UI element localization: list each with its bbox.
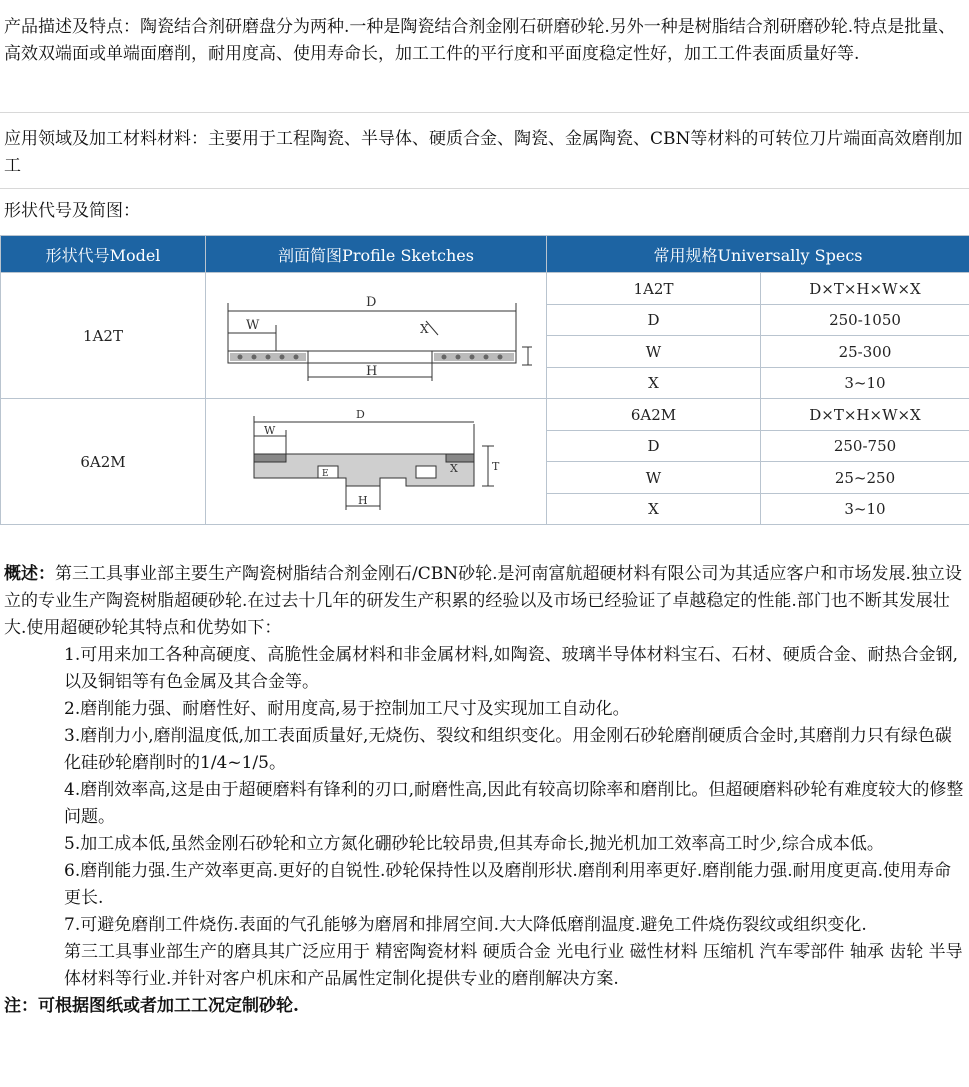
header-specs: 常用规格Universally Specs (547, 236, 969, 273)
spec-name-cell: D (547, 431, 761, 462)
header-sketch: 剖面简图Profile Sketches (206, 236, 547, 273)
list-item: 5.加工成本低,虽然金刚石砂轮和立方氮化硼砂轮比较昂贵,但其寿命长,抛光机加工效率高工时少,综合成本低。 (64, 834, 884, 854)
model-cell: 6A2M (1, 399, 206, 525)
header-model: 形状代号Model (1, 236, 206, 273)
overview-intro (0, 561, 969, 642)
sketch-cell (206, 273, 547, 399)
dim-x-label: X (420, 321, 429, 336)
spec-table (0, 235, 969, 525)
spec-name-cell: W (547, 462, 761, 494)
spec-name-cell: W (547, 336, 761, 368)
spec-value-cell: D×T×H×W×X (761, 273, 969, 305)
table-row (1, 273, 969, 305)
table-header-row (1, 236, 969, 273)
description-paragraph: 产品描述及特点：陶瓷结合剂研磨盘分为两种.一种是陶瓷结合剂金刚石研磨砂轮.另外一种是树脂结合剂研磨砂轮.特点是批量、高效双端面或单端面磨削，耐用度高、使用寿命长，加工工件的平行度和平面度稳定性好，加工工件表面质量好等. (4, 17, 956, 64)
spec-value-cell: 25~250 (761, 462, 969, 494)
dim-d-label: D (356, 407, 365, 421)
list-item: 3.磨削力小,磨削温度低,加工表面质量好,无烧伤、裂纹和组织变化。用金刚石砂轮磨削硬质合金时,其磨削力只有绿色碳化硅砂轮磨削时的1/4~1/5。 (64, 726, 952, 773)
sketch-cell (206, 399, 547, 525)
spec-name-cell: X (547, 368, 761, 399)
profile-sketch-1a2t (216, 281, 536, 391)
dim-d-label: D (366, 294, 377, 310)
spec-value-cell: D×T×H×W×X (761, 399, 969, 431)
spec-name-cell: 1A2T (547, 273, 761, 305)
profile-sketch-6a2m (246, 406, 506, 518)
spec-value-cell: 250-750 (761, 431, 969, 462)
note-text: 注：可根据图纸或者加工工况定制砂轮. (4, 996, 299, 1016)
spec-value-cell: 3~10 (761, 368, 969, 399)
list-item: 1.可用来加工各种高硬度、高脆性金属材料和非金属材料,如陶瓷、玻璃半导体材料宝石、石材、硬质合金、耐热合金钢,以及铜铝等有色金属及其合金等。 (64, 645, 959, 692)
list-item: 4.磨削效率高,这是由于超硬磨料有锋利的刃口,耐磨性高,因此有较高切除率和磨削比。但超硬磨料砂轮有难度较大的修整问题。 (64, 780, 964, 827)
model-cell: 1A2T (1, 273, 206, 399)
overview-section (0, 561, 969, 1020)
dim-e-label: E (322, 468, 329, 479)
table-row (1, 399, 969, 431)
spec-value-cell: 250-1050 (761, 305, 969, 336)
divider (0, 188, 969, 189)
dim-w-label: W (264, 423, 276, 437)
spec-name-cell: X (547, 494, 761, 525)
applications-paragraph: 第三工具事业部生产的磨具其广泛应用于 精密陶瓷材料 硬质合金 光电行业 磁性材料 压缩机 汽车零部件 轴承 齿轮 半导体材料等行业.并针对客户机床和产品属性定制化提供专业的磨削解决方案. (64, 942, 963, 989)
dim-h-label: H (366, 363, 378, 379)
spec-name-cell: D (547, 305, 761, 336)
spec-value-cell: 25-300 (761, 336, 969, 368)
dim-x-label: X (450, 461, 458, 475)
application-paragraph: 应用领域及加工材料材料：主要用于工程陶瓷、半导体、硬质合金、陶瓷、金属陶瓷、CBN等材料的可转位刀片端面高效磨削加工 (4, 129, 963, 176)
shape-heading: 形状代号及简图： (4, 201, 140, 221)
spec-value-cell: 3~10 (761, 494, 969, 525)
overview-intro-text: 第三工具事业部主要生产陶瓷树脂结合剂金刚石/CBN砂轮.是河南富航超硬材料有限公司为其适应客户和市场发展.独立设立的专业生产陶瓷树脂超硬砂轮.在过去十几年的研发生产积累的经验以及市场已经验证了卓越稳定的性能.部门也不断其发展壮大.使用超硬砂轮其特点和优势如下： (4, 564, 962, 638)
list-item: 6.磨削能力强.生产效率更高.更好的自锐性.砂轮保持性以及磨削形状.磨削利用率更好.磨削能力强.耐用度更高.使用寿命更长. (64, 861, 952, 908)
dim-w-label: W (246, 317, 260, 333)
overview-label: 概述： (4, 564, 55, 584)
list-item: 2.磨削能力强、耐磨性好、耐用度高,易于控制加工尺寸及实现加工自动化。 (64, 699, 630, 719)
dim-h-label: H (358, 493, 368, 507)
dim-t-label: T (492, 459, 500, 473)
list-item: 7.可避免磨削工件烧伤.表面的气孔能够为磨屑和排屑空间.大大降低磨削温度.避免工件烧伤裂纹或组织变化. (64, 915, 867, 935)
divider (0, 112, 969, 113)
spec-name-cell: 6A2M (547, 399, 761, 431)
custom-note (0, 993, 969, 1020)
